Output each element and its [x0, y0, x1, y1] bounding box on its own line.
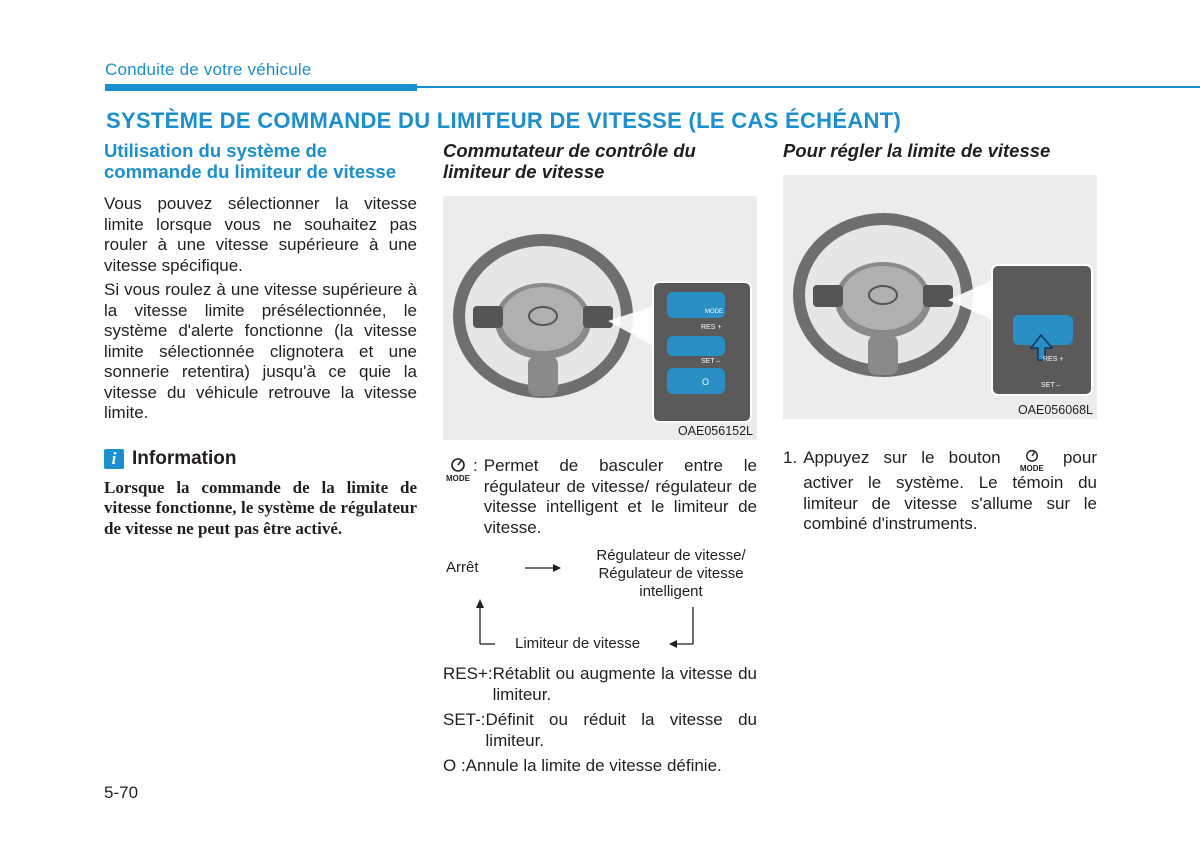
information-header — [104, 448, 417, 470]
switch-set-label: SET – — [701, 358, 721, 365]
step-number: 1. — [783, 448, 798, 467]
information-text: Lorsque la commande de la limite de vitesse fonctionne, le système de régulateur de vitesse ne peut pas être activé. — [104, 477, 417, 538]
switch-cancel-label: O — [702, 377, 710, 387]
info-icon: i — [104, 449, 124, 469]
mode-description — [443, 456, 757, 538]
usage-heading: Utilisation du système de commande du limiteur de vitesse — [104, 140, 396, 182]
switch-heading: Commutateur de contrôle du limiteur de vitesse — [443, 140, 696, 182]
mode-desc: Permet de basculer entre le régulateur de vitesse/ régulateur de vitesse intelligent et le limiteur de vitesse. — [483, 456, 757, 537]
column-usage — [104, 140, 417, 539]
step-text: Appuyez sur le bouton MODE pour activer le système. Le témoin du limiteur de vitesse s'allume sur le combiné d'instruments. — [803, 448, 1097, 533]
mode-colon: : — [473, 456, 478, 475]
diagram-cruise-label: Régulateur de vitesse/ Régulateur de vitesse intelligent — [596, 547, 746, 600]
figure-code: OAE056152L — [677, 424, 753, 438]
steering-wheel-switch-illustration — [443, 196, 757, 440]
usage-paragraph-1: Vous pouvez sélectionner la vitesse limite lorsque vous ne souhaitez pas rouler à une vitesse supérieure à une vitesse spécifique. — [104, 194, 417, 275]
diagram-arrows — [443, 545, 757, 660]
figure-steering-wheel-switch — [443, 196, 757, 440]
mode-button-icon: MODE — [443, 456, 473, 538]
header-rule-thick — [105, 84, 417, 91]
header-rule-thin — [417, 86, 1200, 88]
def-row-set: SET-: Définit ou réduit la vitesse du limiteur. — [443, 710, 757, 750]
switch-res-label: RES + — [701, 324, 722, 331]
information-title: Information — [132, 447, 237, 469]
set-limit-heading: Pour régler la limite de vitesse — [783, 140, 1051, 161]
button-definitions — [443, 664, 757, 777]
switch-res-label-2: RES + — [1043, 356, 1064, 363]
switch-set-label-2: SET – — [1041, 382, 1061, 389]
diagram-off-label: Arrêt — [446, 559, 479, 576]
page-number: 5-70 — [104, 783, 139, 802]
step-1 — [783, 448, 1097, 535]
def-row-res: RES+: Rétablit ou augmente la vitesse du limiteur. — [443, 664, 757, 704]
section-label: Conduite de votre véhicule — [105, 60, 312, 79]
column-set-limit — [783, 140, 1097, 161]
switch-mode-label: MODE — [705, 309, 723, 315]
column-switch — [443, 140, 757, 182]
page-title: SYSTÈME DE COMMANDE DU LIMITEUR DE VITESSE (LE CAS ÉCHÉANT) — [106, 108, 902, 133]
def-row-cancel: O : Annule la limite de vitesse définie. — [443, 756, 722, 775]
steering-wheel-mode-illustration — [783, 175, 1097, 419]
mode-cycle-diagram — [443, 545, 757, 660]
figure-steering-wheel-mode-press — [783, 175, 1097, 419]
figure-code-2: OAE056068L — [1017, 403, 1093, 417]
usage-paragraph-2: Si vous roulez à une vitesse supérieure à la vitesse limite présélectionnée, le système d'alerte fonctionne (la vitesse limite sélectionnée clignotera et une sonnerie retentira) jusqu'à ce quie la vitesse du véhicule retrouve la vitesse limite. — [104, 280, 417, 422]
mode-button-icon-inline: MODE — [1015, 448, 1049, 473]
diagram-limiter-label: Limiteur de vitesse — [515, 635, 641, 652]
